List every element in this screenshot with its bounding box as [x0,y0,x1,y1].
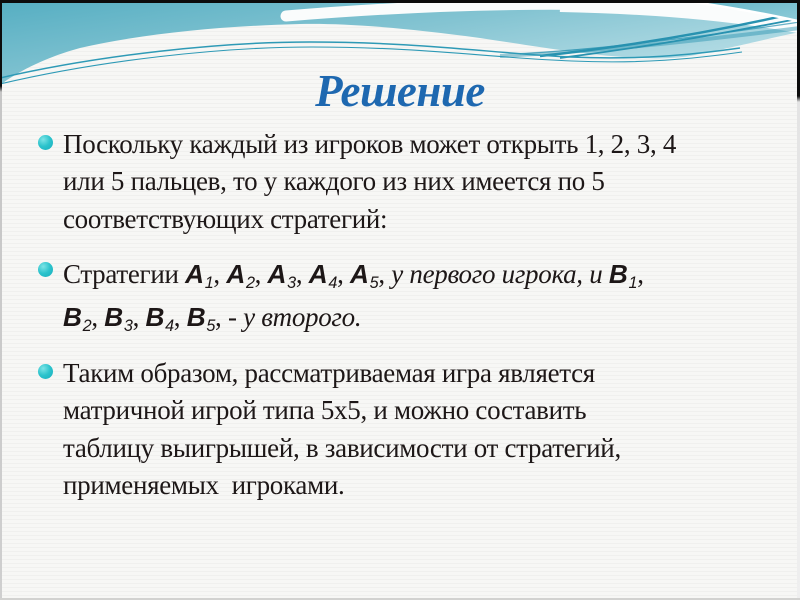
bullet-text: Таким образом, рассматриваемая игра является матричной игрой типа 5x5, и можно составить таблицу выигрышей, в зависимости от стратегий, применяемых игроками. [63,358,628,500]
bullet-item [38,355,682,504]
slide-edge-left [0,0,2,600]
slide-edge-top [0,0,800,3]
slide-title: Решение [315,66,485,116]
bullet-text: Поскольку каждый из игроков может открыть 1, 2, 3, 4 или 5 пальцев, то у каждого из них имеется по 5 соответствующих стратегий: [63,129,683,234]
bullet-item [38,253,682,340]
bullet-item [38,126,682,238]
bullet-dot-icon [38,135,53,150]
bullet-text: Стратегии A1, A2, A3, A4, A5, у первого игрока, и B1, B2, B3, B4, B5, - у второго. [63,258,651,336]
bullet-dot-icon [38,262,53,277]
bullet-list [38,126,682,519]
bullet-dot-icon [38,364,53,379]
